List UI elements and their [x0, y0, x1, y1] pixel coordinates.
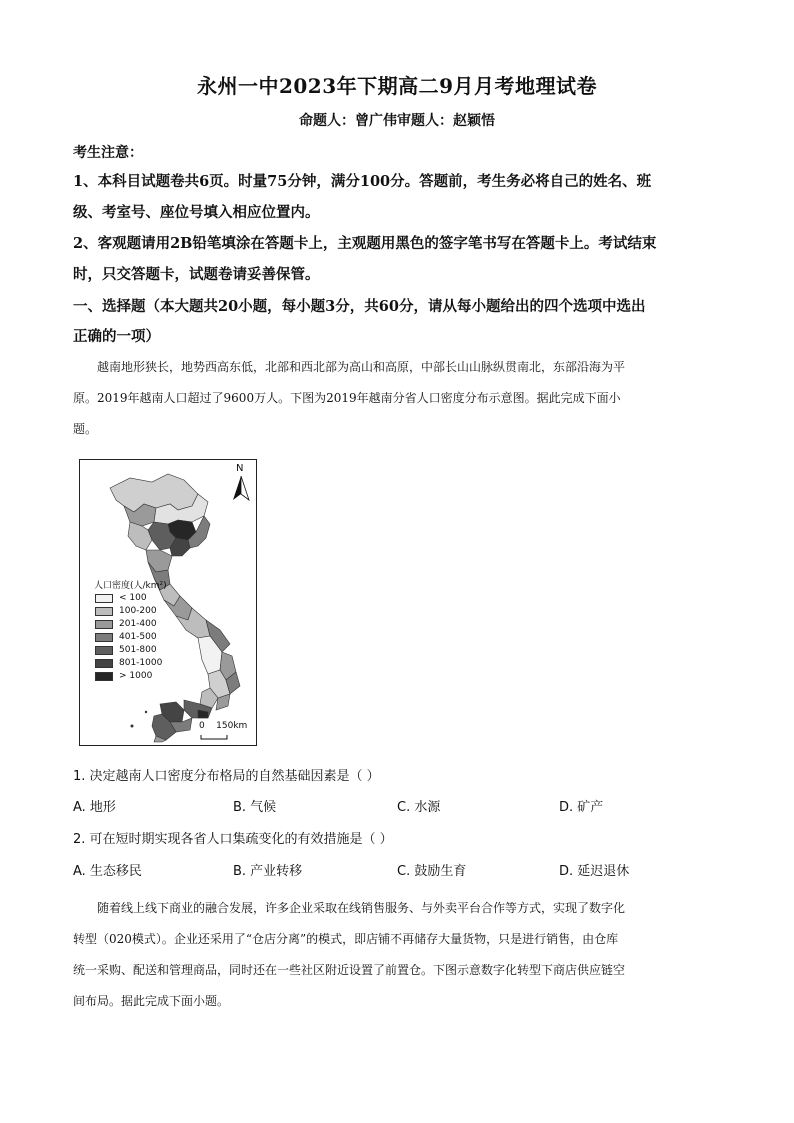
province-shape	[146, 550, 172, 572]
question-1-option-c: C. 水源	[397, 800, 441, 815]
section-heading-line-2: 正确的一项）	[73, 328, 160, 345]
exam-title: 永州一中2023年下期高二9月月考地理试卷	[196, 74, 598, 98]
passage-2-line-3: 统一采购、配送和管理商品，同时还在一些社区附近设置了前置仓。下图示意数字化转型下商店供应链空	[73, 963, 626, 977]
question-2-option-d: D. 延迟退休	[559, 864, 630, 879]
question-1-option-d: D. 矿产	[559, 800, 604, 815]
north-label: N	[236, 463, 244, 474]
island-mark	[131, 725, 134, 728]
question-2-option-a: A. 生态移民	[73, 864, 142, 879]
passage-1-line-3: 题。	[73, 422, 98, 436]
legend-swatch	[95, 607, 113, 616]
legend-swatch	[95, 672, 113, 681]
legend-label: 201-400	[119, 619, 157, 629]
legend-label: > 1000	[119, 671, 153, 681]
island-mark	[145, 711, 147, 713]
question-2-stem: 2. 可在短时期实现各省人口集疏变化的有效措施是（ ）	[73, 832, 393, 847]
notice-heading: 考生注意：	[73, 145, 143, 161]
notice-item-2-line-1: 2、客观题请用2B铅笔填涂在答题卡上，主观题用黑色的签字笔书写在答题卡上。考试结束	[73, 235, 657, 252]
passage-1-line-2: 原。2019年越南人口超过了9600万人。下图为2019年越南分省人口密度分布示意图。据此完成下面小	[73, 391, 621, 405]
legend-label: 801-1000	[119, 658, 163, 668]
legend-swatch	[95, 633, 113, 642]
question-1-option-b: B. 气候	[233, 800, 277, 815]
notice-item-1-line-2: 级、考室号、座位号填入相应位置内。	[73, 204, 320, 221]
north-arrow-icon	[233, 476, 241, 500]
question-1-option-a: A. 地形	[73, 800, 116, 815]
scale-bar	[201, 735, 227, 739]
passage-1-line-1: 越南地形狭长，地势西高东低，北部和西北部为高山和高原，中部长山山脉纵贯南北，东部沿海为平	[97, 360, 626, 374]
legend-label: 401-500	[119, 632, 157, 642]
section-heading-line-1: 一、选择题（本大题共20小题，每小题3分，共60分，请从每小题给出的四个选项中选出	[73, 298, 646, 315]
legend-swatch	[95, 659, 113, 668]
legend-label: < 100	[119, 593, 147, 603]
notice-item-1-line-1: 1、本科目试题卷共6页。时量75分钟，满分100分。答题前，考生务必将自己的姓名、班	[73, 173, 652, 190]
province-shape	[128, 522, 152, 550]
legend-label: 501-800	[119, 645, 157, 655]
passage-2-line-4: 间布局。据此完成下面小题。	[73, 994, 230, 1008]
question-1-stem: 1. 决定越南人口密度分布格局的自然基础因素是（ ）	[73, 769, 380, 784]
province-shape	[110, 474, 198, 512]
passage-2-line-2: 转型（020模式）。企业还采用了“仓店分离”的模式，即店铺不再储存大量货物，只是进行销售，由仓库	[73, 932, 619, 946]
exam-authors: 命题人：曾广伟审题人：赵颖悟	[299, 113, 495, 129]
passage-2-line-1: 随着线上线下商业的融合发展，许多企业采取在线销售服务、与外卖平台合作等方式，实现了数字化	[97, 901, 626, 915]
legend-label: 100-200	[119, 606, 157, 616]
scale-label: 0 150km	[199, 721, 248, 731]
question-2-option-b: B. 产业转移	[233, 864, 303, 879]
legend-swatch	[95, 594, 113, 603]
legend-swatch	[95, 646, 113, 655]
notice-item-2-line-2: 时，只交答题卡，试题卷请妥善保管。	[73, 266, 320, 283]
legend-swatch	[95, 620, 113, 629]
north-arrow-icon-outline	[241, 476, 249, 500]
question-2-option-c: C. 鼓励生育	[397, 864, 467, 879]
legend-title: 人口密度(人/km²)	[94, 581, 167, 591]
